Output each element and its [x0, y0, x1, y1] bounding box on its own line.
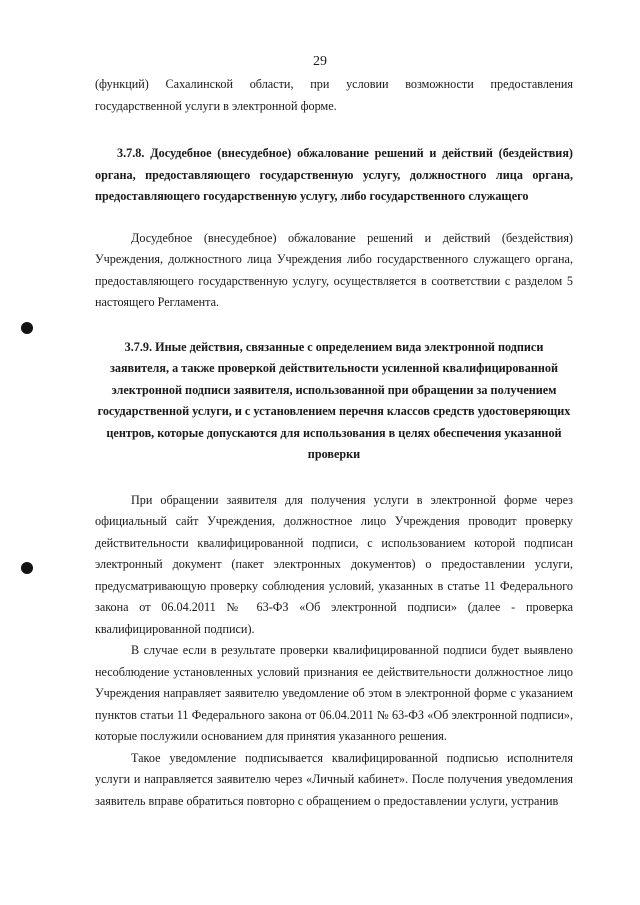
section-3-7-9-paragraph-2: В случае если в результате проверки квалифицированной подписи будет выявлено несоблюдение установленных условий признания ее действительности должностное лицо Учреждения направляет заявителю уведомление об этом в электронной форме с указанием пунктов статьи 11 Федерального закона от 06.04.2011 № 63-ФЗ «Об электронной подписи», которые послужили основанием для принятия указанного решения.: [95, 643, 573, 743]
section-3-7-9-paragraph-3: Такое уведомление подписывается квалифицированной подписью исполнителя услуги и направляется заявителю через «Личный кабинет». После получения уведомления заявитель вправе обратиться повторно с обращением о предоставлении услуги, устранив: [95, 750, 573, 808]
page-number: 29: [313, 54, 327, 69]
section-3-7-8-heading: 3.7.8. Досудебное (внесудебное) обжалование решений и действий (бездействия) органа, предоставляющего государственную услугу, должностного лица органа, предоставляющего государственную услугу, либо государственного служащего: [95, 146, 573, 203]
document-body: [95, 74, 573, 812]
section-3-7-9-paragraph-1: При обращении заявителя для получения услуги в электронной форме через официальный сайт Учреждения, должностное лицо Учреждения проводит проверку действительности квалифицированной подписи, с использованием которой подписан электронный документ (пакет электронных документов) о предоставлении услуги, предусматривающую проверку соблюдения условий, указанных в статье 11 Федерального закона от 06.04.2011 № 63-ФЗ «Об электронной подписи» (далее - проверка квалифицированной подписи).: [95, 492, 573, 636]
punch-hole-top: [21, 322, 33, 334]
section-3-7-9-heading: 3.7.9. Иные действия, связанные с определением вида электронной подписи заявителя, а также проверкой действительности усиленной квалифицированной электронной подписи заявителя, использованной при обращении за получением государственной услуги, и с установлением перечня классов средств удостоверяющих центров, которые допускаются для использования в целях обеспечения указанной проверки: [97, 339, 571, 461]
punch-hole-bottom: [21, 562, 33, 574]
section-3-7-8-body: Досудебное (внесудебное) обжалование решений и действий (бездействия) Учреждения, должностного лица Учреждения либо государственного служащего органа, предоставляющего государственную услугу, осуществляется в соответствии с разделом 5 настоящего Регламента.: [95, 230, 573, 309]
intro-paragraph: (функций) Сахалинской области, при условии возможности предоставления государственной услуги в электронной форме.: [95, 77, 573, 113]
